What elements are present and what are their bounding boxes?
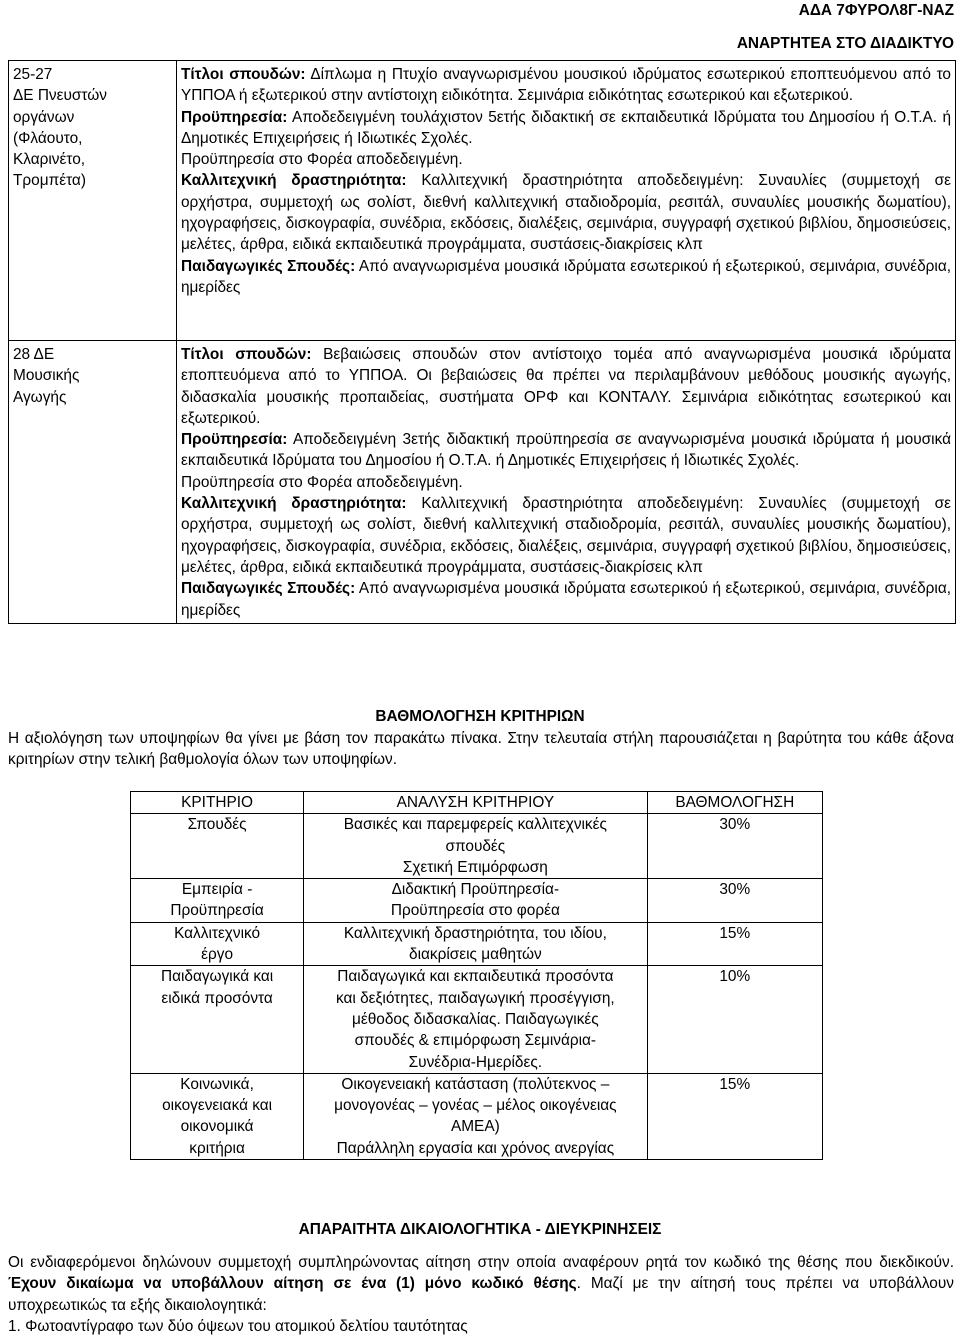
documents-title: ΑΠΑΡΑΙΤΗΤΑ ΔΙΚΑΙΟΛΟΓΗΤΙΚΑ - ΔΙΕΥΚΡΙΝΗΣΕΙΣ <box>298 1221 662 1238</box>
analysis-line: Βασικές και παρεμφερείς καλλιτεχνικές <box>343 816 607 834</box>
ada-code: ΑΔΑ 7ΦΥΡΟΛ8Γ-ΝΑΖ <box>798 2 954 19</box>
code-line: Κλαρινέτο, <box>13 151 86 169</box>
art-text: Καλλιτεχνική δραστηριότητα αποδεδειγμένη: Συναυλίες (συμμετοχή σε ορχήστρα, συμμετοχή ως σολίστ, διεθνή καλλιτεχνική σταδιοδρομία, ρεσιτάλ, συναυλίες μουσικής δωματίου), ηχογραφήσεις, δισκογραφία, συνέδρια, εκδόσεις, διαλέξεις, σεμινάρια, συγγραφή σχετικού βιβλίου, δημοσιεύσεις, μελέτες, άρθρα, ειδικά εκπαιδευτικά προγράμματα, συστάσεις-διακρίσεις κλπ <box>181 172 951 254</box>
analysis-line: σπουδές <box>445 837 506 855</box>
position-row <box>9 61 956 341</box>
analysis-cell <box>304 814 647 879</box>
studies-paragraph <box>181 344 951 429</box>
code-line: Αγωγής <box>13 388 67 406</box>
art-paragraph <box>181 493 951 578</box>
code-line: ΔΕ Πνευστών <box>13 87 107 105</box>
criterion-line: Προϋπηρεσία <box>170 902 264 920</box>
criterion-line: Εμπειρία - <box>181 881 253 899</box>
experience-body: Προϋπηρεσία στο Φορέα αποδεδειγμένη. <box>181 151 463 169</box>
studies-text: Βεβαιώσεις σπουδών στον αντίστοιχο τομέα από αναγνωρισμένα μουσικά ιδρύματα εποπτευόμενα από το ΥΠΠΟΑ. Οι βεβαιώσεις θα πρέπει να περιλαμβάνουν μεθόδους μουσικής αγωγής, διδασκαλία μουσικής προπαιδείας, συστήματα ΟΡΦ και ΚΟΝΤΑΛΥ. Σεμινάρια ειδικότητας εσωτερικού και εξωτερικού. <box>181 346 951 427</box>
code-line: Τρομπέτα) <box>13 172 86 190</box>
experience-text: Αποδεδειγμένη τουλάχιστον 5ετής διδακτική σε εκπαιδευτικά Ιδρύματα του Δημοσίου ή Ο.Τ.Α. ή Δημοτικές Επιχειρήσεις ή Ιδιωτικές Σχολές. <box>181 108 951 147</box>
position-row <box>9 341 956 624</box>
studies-label: Τίτλοι σπουδών: <box>181 346 312 363</box>
experience-label: Προϋπηρεσία: <box>181 431 288 449</box>
experience-body: Προϋπηρεσία στο Φορέα αποδεδειγμένη. <box>181 473 463 491</box>
criterion-cell <box>131 1073 304 1159</box>
weight-cell: 15% <box>647 1073 822 1159</box>
position-requirements <box>177 341 956 624</box>
criteria-table <box>130 791 823 1160</box>
code-line: (Φλάουτο, <box>13 129 83 147</box>
analysis-line: Παράλληλη εργασία και χρόνος ανεργίας <box>336 1139 615 1157</box>
pedagogy-paragraph <box>181 256 951 299</box>
grading-intro: Η αξιολόγηση των υποψηφίων θα γίνει με βάση τον παρακάτω πίνακα. Στην τελευταία στήλη παρουσιάζεται η βαρύτητα του κάθε άξονα κριτηρίων στην τελική βαθμολογία όλων των υποψηφίων. <box>8 730 954 769</box>
analysis-line: Σχετική Επιμόρφωση <box>402 858 548 876</box>
weight-cell: 30% <box>647 814 822 879</box>
analysis-line: Οικογενειακή κατάσταση (πολύτεκνος – <box>341 1075 610 1093</box>
criterion-line: ειδικά προσόντα <box>161 989 273 1007</box>
position-requirements <box>177 61 956 341</box>
criterion-line: κριτήρια <box>189 1139 245 1157</box>
analysis-cell <box>304 966 647 1073</box>
code-line: οργάνων <box>13 108 75 126</box>
code-line: 28 ΔΕ <box>13 346 55 363</box>
criteria-row <box>131 922 823 966</box>
code-line: Μουσικής <box>13 367 80 385</box>
studies-label: Τίτλοι σπουδών: <box>181 66 306 83</box>
analysis-line: σπουδές & επιμόρφωση Σεμινάρια- <box>354 1032 597 1050</box>
document-item: 1. Φωτοαντίγραφο των δύο όψεων του ατομικού δελτίου ταυτότητας <box>8 1317 468 1335</box>
positions-table <box>8 60 956 624</box>
column-header-criterion: ΚΡΙΤΗΡΙΟ <box>131 792 304 814</box>
weight-cell: 30% <box>647 879 822 923</box>
criteria-header-row <box>131 792 823 814</box>
criterion-cell <box>131 879 304 923</box>
criterion-cell <box>131 922 304 966</box>
art-label: Καλλιτεχνική δραστηριότητα: <box>181 495 407 513</box>
analysis-line: μέθοδος διδασκαλίας. Παιδαγωγικές <box>352 1010 599 1028</box>
documents-intro-bold: Έχουν δικαίωμα να υποβάλλουν αίτηση σε ένα (1) μόνο κωδικό θέσης <box>8 1275 577 1293</box>
criteria-row <box>131 814 823 879</box>
experience-paragraph <box>181 429 951 472</box>
pedagogy-text: Από αναγνωρισμένα μουσικά ιδρύματα εσωτερικού ή εξωτερικού, σεμινάρια, συνέδρια, ημερίδες <box>181 257 951 296</box>
analysis-line: μονογονέας – γονέας – μέλος οικογένειας <box>334 1097 617 1115</box>
documents-intro-before: Οι ενδιαφερόμενοι δηλώνουν συμμετοχή συμπληρώνοντας αίτηση στην οποία αναφέρουν ρητά τον κωδικό της θέσης που διεκδικούν. <box>8 1254 954 1271</box>
analysis-line: Παιδαγωγικά και εκπαιδευτικά προσόντα <box>337 968 614 986</box>
analysis-cell <box>304 879 647 923</box>
position-code <box>9 341 177 624</box>
art-label: Καλλιτεχνική δραστηριότητα: <box>181 172 407 190</box>
pedagogy-label: Παιδαγωγικές Σπουδές: <box>181 257 356 275</box>
analysis-line: και δεξιότητες, παιδαγωγική προσέγγιση, <box>335 989 615 1007</box>
pedagogy-label: Παιδαγωγικές Σπουδές: <box>181 580 356 598</box>
criterion-line: οικογενειακά και <box>162 1097 273 1115</box>
weight-cell: 15% <box>647 922 822 966</box>
criterion-line: Σπουδές <box>187 816 247 834</box>
position-code <box>9 61 177 341</box>
grading-title: ΒΑΘΜΟΛΟΓΗΣΗ ΚΡΙΤΗΡΙΩΝ <box>375 708 585 725</box>
documents-intro <box>8 1252 954 1316</box>
analysis-line: Καλλιτεχνική δραστηριότητα, του ιδίου, <box>343 924 607 942</box>
art-text: Καλλιτεχνική δραστηριότητα αποδεδειγμένη: Συναυλίες (συμμετοχή σε ορχήστρα, συμμετοχή ως σολίστ, διεθνή καλλιτεχνική σταδιοδρομία, ρεσιτάλ, συναυλίες μουσικής δωματίου), ηχογραφήσεις, δισκογραφία, συνέδρια, εκδόσεις, διαλέξεις, σεμινάρια, συγγραφή σχετικού βιβλίου, δημοσιεύσεις, μελέτες, άρθρα, ειδικά εκπαιδευτικά προγράμματα, συστάσεις-διακρίσεις κλπ <box>181 495 951 576</box>
criterion-cell <box>131 966 304 1073</box>
posted-online-label: ΑΝΑΡΤΗΤΕΑ ΣΤΟ ΔΙΑΔΙΚΤΥΟ <box>736 35 954 52</box>
column-header-analysis: ΑΝΑΛΥΣΗ ΚΡΙΤΗΡΙΟΥ <box>304 792 647 814</box>
criteria-row <box>131 1073 823 1159</box>
criterion-line: έργο <box>201 946 234 964</box>
column-header-weight: ΒΑΘΜΟΛΟΓΗΣΗ <box>647 792 822 814</box>
documents-text <box>8 1252 954 1337</box>
analysis-cell <box>304 922 647 966</box>
criteria-row <box>131 879 823 923</box>
experience-paragraph <box>181 107 951 150</box>
criterion-line: Παιδαγωγικά και <box>160 968 274 986</box>
criteria-row <box>131 966 823 1073</box>
criterion-line: Καλλιτεχνικό <box>174 924 261 942</box>
analysis-line: Προϋπηρεσία στο φορέα <box>390 902 560 920</box>
criterion-line: οικονομικά <box>180 1118 254 1136</box>
documents-intro-after: . Μαζί με την αίτησή τους πρέπει να υποβάλλουν υποχρεωτικώς τα εξής δικαιολογητικά: <box>8 1275 954 1314</box>
art-paragraph <box>181 170 951 255</box>
analysis-line: ΑΜΕΑ) <box>450 1118 500 1136</box>
analysis-line: Συνέδρια-Ημερίδες. <box>408 1053 543 1071</box>
code-line: 25-27 <box>13 66 53 83</box>
analysis-line: Διδακτική Προϋπηρεσία- <box>391 881 560 899</box>
pedagogy-text: Από αναγνωρισμένα μουσικά ιδρύματα εσωτερικού ή εξωτερικού, σεμινάρια, συνέδρια, ημερίδες <box>181 580 951 619</box>
studies-paragraph <box>181 64 951 107</box>
pedagogy-paragraph <box>181 578 951 621</box>
criterion-cell <box>131 814 304 879</box>
analysis-line: διακρίσεις μαθητών <box>409 946 542 964</box>
studies-text: Δίπλωμα η Πτυχίο αναγνωρισμένου μουσικού ιδρύματος εσωτερικού εποπτευόμενου από το ΥΠΠΟΑ ή εξωτερικού στην αντίστοιχη ειδικότητα. Σεμινάρια ειδικότητας εσωτερικού και εξωτερικού. <box>181 66 951 105</box>
experience-label: Προϋπηρεσία: <box>181 108 288 126</box>
analysis-cell <box>304 1073 647 1159</box>
experience-text: Αποδεδειγμένη 3ετής διδακτική προϋπηρεσία σε αναγνωρισμένα μουσικά ιδρύματα ή μουσικά εκπαιδευτικά Ιδρύματα του Δημοσίου ή Ο.Τ.Α. ή Δημοτικές Επιχειρήσεις ή Ιδιωτικές Σχολές. <box>181 431 951 470</box>
criterion-line: Κοινωνικά, <box>180 1075 254 1093</box>
weight-cell: 10% <box>647 966 822 1073</box>
